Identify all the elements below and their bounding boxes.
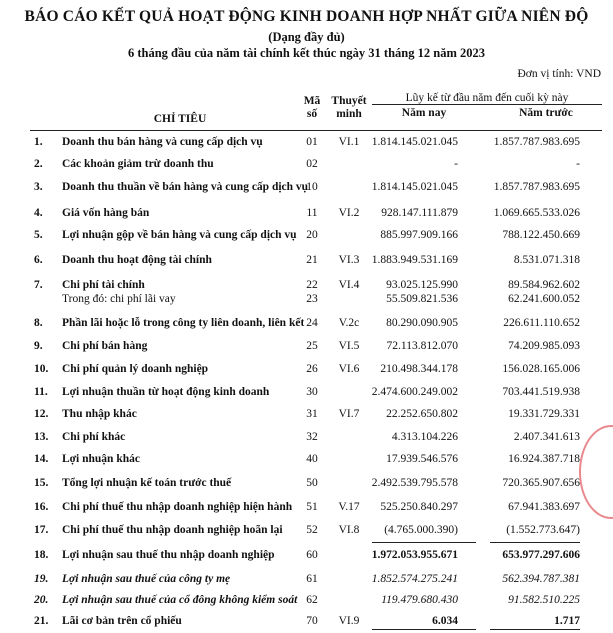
table-row — [0, 383, 613, 401]
header-rule — [30, 130, 602, 131]
row-value-prev-year: 720.365.907.656 — [502, 477, 580, 489]
table-row — [0, 337, 613, 355]
row-number: 17. — [34, 524, 49, 536]
row-label: Tổng lợi nhuận kế toán trước thuế — [62, 477, 232, 489]
row-label: Chi phí thuế thu nhập doanh nghiệp hiện hành — [62, 501, 293, 513]
row-code: 61 — [306, 573, 318, 585]
row-number: 11. — [34, 386, 48, 398]
row-value-prev-year: 89.584.962.602 — [508, 279, 580, 291]
row-code: 23 — [306, 293, 318, 305]
row-note: VI.7 — [338, 408, 360, 420]
eps-rule-prev-year — [490, 629, 580, 630]
row-code: 32 — [306, 431, 318, 443]
row-value-prev-year: 1.857.787.983.695 — [493, 136, 580, 148]
row-value-prev-year: - — [576, 158, 580, 170]
row-value-prev-year: 16.924.387.718 — [508, 453, 580, 465]
row-value-prev-year: 226.611.110.652 — [503, 317, 580, 329]
row-number: 9. — [34, 340, 43, 352]
row-number: 13. — [34, 431, 49, 443]
table-row — [0, 405, 613, 423]
row-code: 30 — [306, 386, 318, 398]
row-code: 02 — [306, 158, 318, 170]
row-number: 1. — [34, 136, 43, 148]
row-number: 18. — [34, 549, 49, 561]
row-code: 60 — [306, 549, 318, 561]
header-note-2: minh — [336, 108, 362, 120]
header-code-1: Mã — [303, 95, 321, 107]
row-code: 40 — [306, 453, 318, 465]
table-row — [0, 612, 613, 630]
header-item: CHỈ TIÊU — [153, 113, 207, 125]
row-value-this-year: 2.474.600.249.002 — [371, 386, 458, 398]
row-label: Giá vốn hàng bán — [62, 207, 150, 219]
subtotal-rule-prev-year — [490, 542, 580, 543]
row-note: VI.3 — [338, 254, 360, 266]
row-number: 15. — [34, 477, 49, 489]
row-note: VI.1 — [338, 136, 360, 148]
row-code: 24 — [306, 317, 318, 329]
row-label: Lợi nhuận sau thuế thu nhập doanh nghiệp — [62, 549, 275, 561]
table-row — [0, 498, 613, 516]
subtotal-rule-this-year — [372, 542, 476, 543]
row-value-this-year: 22.252.650.802 — [386, 408, 458, 420]
row-number: 7. — [34, 279, 43, 291]
header-group-rule — [372, 104, 602, 105]
header-prev-year: Năm trước — [519, 107, 573, 119]
row-value-this-year: 72.113.812.070 — [386, 340, 458, 352]
row-note: V.2c — [338, 317, 360, 329]
row-note: VI.8 — [338, 524, 360, 536]
row-value-prev-year: 156.028.165.006 — [502, 363, 580, 375]
row-number: 6. — [34, 254, 43, 266]
row-note: V.17 — [338, 501, 360, 513]
table-row — [0, 290, 613, 308]
row-value-prev-year: 19.331.729.331 — [508, 408, 580, 420]
row-label: Doanh thu bán hàng và cung cấp dịch vụ — [62, 136, 263, 148]
header-note-1: Thuyết — [331, 95, 367, 107]
row-code: 01 — [306, 136, 318, 148]
header-code-2: số — [306, 108, 318, 120]
row-number: 2. — [34, 158, 43, 170]
row-code: 51 — [306, 501, 318, 513]
row-code: 50 — [306, 477, 318, 489]
row-label: Các khoản giảm trừ doanh thu — [62, 158, 214, 170]
row-value-this-year: 885.997.909.166 — [380, 229, 458, 241]
header-this-year: Năm nay — [401, 107, 447, 119]
row-value-this-year: 1.852.574.275.241 — [371, 573, 458, 585]
row-value-this-year: 928.147.111.879 — [381, 207, 458, 219]
row-value-this-year: 1.972.053.955.671 — [371, 549, 458, 561]
table-row — [0, 133, 613, 151]
row-code: 31 — [306, 408, 318, 420]
table-row — [0, 474, 613, 492]
row-number: 16. — [34, 501, 49, 513]
row-value-prev-year: 8.531.071.318 — [513, 254, 580, 266]
table-row — [0, 546, 613, 564]
table-row — [0, 251, 613, 269]
row-value-this-year: 55.509.821.536 — [386, 293, 458, 305]
row-value-prev-year: 2.407.341.613 — [513, 431, 580, 443]
row-value-this-year: 17.939.546.576 — [386, 453, 458, 465]
currency-unit: Đơn vị tính: VND — [517, 68, 601, 80]
row-number: 21. — [34, 615, 49, 627]
row-number: 19. — [34, 573, 49, 585]
row-note: VI.2 — [338, 207, 360, 219]
row-value-prev-year: 1.069.665.533.026 — [493, 207, 580, 219]
row-label: Chi phí bán hàng — [62, 340, 148, 352]
row-value-this-year: 93.025.125.990 — [386, 279, 458, 291]
row-number: 5. — [34, 229, 43, 241]
table-row — [0, 204, 613, 222]
row-value-this-year: - — [454, 158, 458, 170]
row-code: 20 — [306, 229, 318, 241]
row-label: Lợi nhuận khác — [62, 453, 140, 465]
row-note: VI.4 — [338, 279, 360, 291]
row-label: Lợi nhuận gộp về bán hàng và cung cấp dịch vụ — [62, 229, 297, 241]
table-row — [0, 360, 613, 378]
row-value-this-year: 1.883.949.531.169 — [371, 254, 458, 266]
row-number: 4. — [34, 207, 43, 219]
row-note: VI.6 — [338, 363, 360, 375]
row-value-this-year: 80.290.090.905 — [386, 317, 458, 329]
row-number: 14. — [34, 453, 49, 465]
row-value-prev-year: 703.441.519.938 — [502, 386, 580, 398]
row-value-this-year: 2.492.539.795.578 — [371, 477, 458, 489]
row-code: 21 — [306, 254, 318, 266]
row-label: Lãi cơ bản trên cổ phiếu — [62, 615, 182, 627]
table-row — [0, 450, 613, 468]
table-row — [0, 155, 613, 173]
row-value-this-year: 119.479.680.430 — [381, 594, 458, 606]
row-label: Chi phí khác — [62, 431, 126, 443]
eps-rule-this-year — [372, 629, 476, 630]
row-value-prev-year: 653.977.297.606 — [502, 549, 580, 561]
row-value-prev-year: 788.122.450.669 — [502, 229, 580, 241]
row-value-this-year: 4.313.104.226 — [391, 431, 458, 443]
row-code: 26 — [306, 363, 318, 375]
row-number: 12. — [34, 408, 49, 420]
row-code: 52 — [306, 524, 318, 536]
row-number: 8. — [34, 317, 43, 329]
row-code: 10 — [306, 181, 318, 193]
row-value-this-year: 1.814.145.021.045 — [371, 181, 458, 193]
row-label: Chi phí thuế thu nhập doanh nghiệp hoãn lại — [62, 524, 283, 536]
row-code: 11 — [306, 207, 318, 219]
table-row — [0, 570, 613, 588]
table-row — [0, 178, 613, 196]
row-value-this-year: (4.765.000.390) — [384, 524, 458, 536]
row-label: Phần lãi hoặc lỗ trong công ty liên doanh, liên kết — [62, 317, 305, 329]
row-label: Trong đó: chi phí lãi vay — [62, 293, 176, 305]
row-label: Doanh thu hoạt động tài chính — [62, 254, 212, 266]
table-row — [0, 521, 613, 539]
row-code: 22 — [306, 279, 318, 291]
row-label: Lợi nhuận sau thuế của cổ đông không kiểm soát — [62, 594, 298, 606]
row-value-this-year: 6.034 — [432, 615, 458, 627]
table-row — [0, 428, 613, 446]
row-label: Doanh thu thuần về bán hàng và cung cấp dịch vụ — [62, 181, 309, 193]
row-number: 3. — [34, 181, 43, 193]
row-value-prev-year: 1.717 — [554, 615, 580, 627]
row-value-prev-year: 67.941.383.697 — [508, 501, 580, 513]
row-number: 20. — [34, 594, 49, 606]
report-period: 6 tháng đầu của năm tài chính kết thúc ngày 31 tháng 12 năm 2023 — [127, 46, 485, 60]
row-label: Chi phí tài chính — [62, 279, 145, 291]
row-code: 25 — [306, 340, 318, 352]
row-value-this-year: 1.814.145.021.045 — [371, 136, 458, 148]
row-note: VI.5 — [338, 340, 360, 352]
table-row — [0, 314, 613, 332]
row-number: 10. — [34, 363, 49, 375]
row-code: 70 — [306, 615, 318, 627]
row-value-prev-year: 1.857.787.983.695 — [493, 181, 580, 193]
report-title: BÁO CÁO KẾT QUẢ HOẠT ĐỘNG KINH DOANH HỢP NHẤT GIỮA NIÊN ĐỘ — [24, 8, 589, 25]
row-label: Lợi nhuận sau thuế của công ty mẹ — [62, 573, 231, 585]
row-value-prev-year: 62.241.600.052 — [508, 293, 580, 305]
report-subtitle: (Dạng đầy đủ) — [268, 30, 345, 44]
row-value-prev-year: 91.582.510.225 — [508, 594, 580, 606]
table-row — [0, 591, 613, 609]
row-code: 62 — [306, 594, 318, 606]
row-label: Chi phí quản lý doanh nghiệp — [62, 363, 209, 375]
row-value-this-year: 525.250.840.297 — [380, 501, 458, 513]
row-value-prev-year: 74.209.985.093 — [508, 340, 580, 352]
row-note: VI.9 — [338, 615, 360, 627]
row-label: Lợi nhuận thuần từ hoạt động kinh doanh — [62, 386, 270, 398]
row-value-this-year: 210.498.344.178 — [380, 363, 458, 375]
row-label: Thu nhập khác — [62, 408, 137, 420]
row-value-prev-year: 562.394.787.381 — [502, 573, 580, 585]
table-row — [0, 226, 613, 244]
row-value-prev-year: (1.552.773.647) — [506, 524, 580, 536]
header-period-group: Lũy kế từ đầu năm đến cuối kỳ này — [405, 92, 569, 104]
